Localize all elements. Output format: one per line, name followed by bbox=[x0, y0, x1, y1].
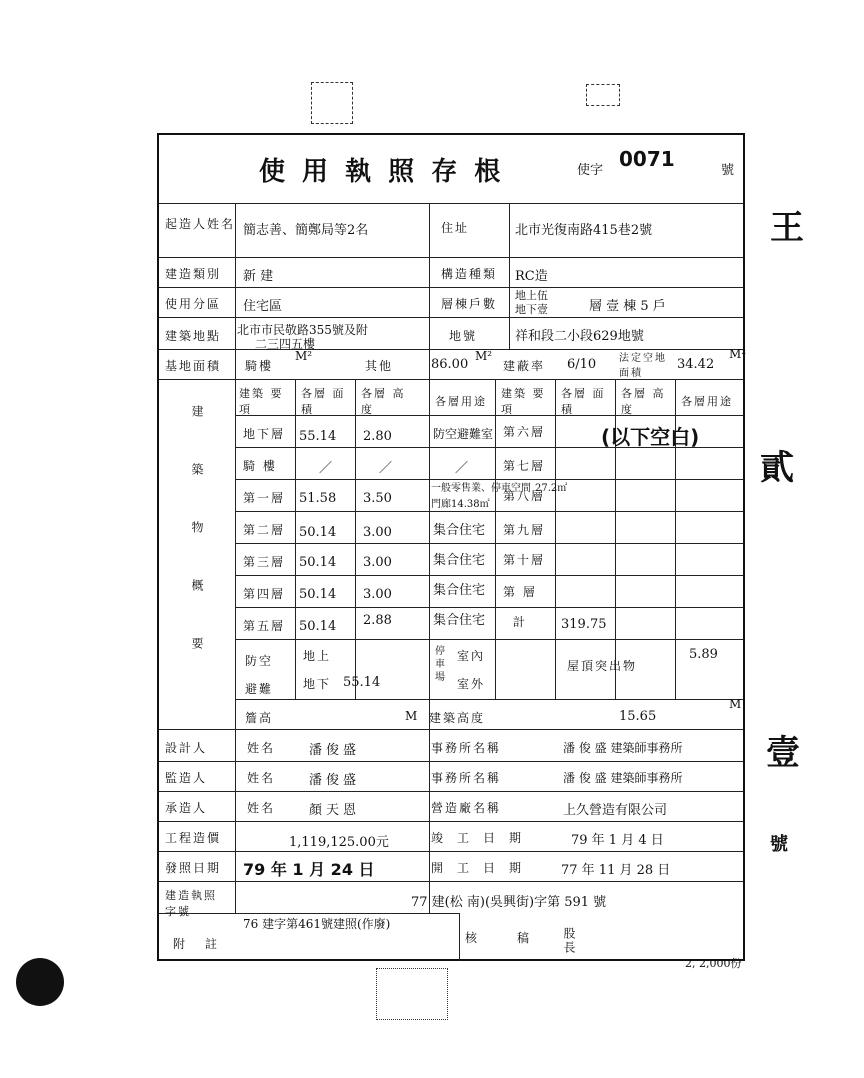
permit-label: 建造執照字號 bbox=[165, 889, 217, 918]
approval-col-3: 股長 bbox=[562, 927, 576, 955]
roof-value: 5.89 bbox=[689, 647, 718, 662]
structure-label: 構造種類 bbox=[441, 267, 498, 281]
contractor-name: 顏天恩 bbox=[309, 803, 361, 818]
owner-value: 簡志善、簡鄭局等2名 bbox=[243, 223, 369, 238]
floor-row-6-use: 集合住宅 bbox=[433, 613, 486, 628]
other-label: 其他 bbox=[365, 359, 394, 373]
shelter-above: 地上 bbox=[303, 649, 332, 663]
floor-right-0: 第六層 bbox=[503, 425, 546, 439]
designer-label: 設計人 bbox=[165, 741, 208, 755]
permit-form bbox=[157, 133, 747, 970]
contractor-label: 承造人 bbox=[165, 801, 208, 815]
supervisor-name-label: 姓名 bbox=[247, 771, 276, 785]
coverage-label: 建蔽率 bbox=[503, 359, 546, 373]
contractor-company-label: 營造廠名稱 bbox=[431, 801, 502, 815]
designer-office: 潘 俊 盛 建築師事務所 bbox=[563, 741, 683, 755]
floors-below: 地下壹 bbox=[515, 303, 548, 316]
address-value-2: 二三四五樓 bbox=[255, 337, 316, 351]
remark-value: 76 建字第461號建照(作廢) bbox=[243, 917, 391, 931]
approval-col-1: 核 bbox=[465, 931, 480, 945]
header-area-right: 各層 面積 bbox=[561, 387, 606, 416]
floor-row-3-height: 3.00 bbox=[363, 525, 392, 540]
shelter-below: 地下 bbox=[303, 677, 332, 691]
permit-suffix: 號 bbox=[721, 163, 735, 178]
eave-label: 簷高 bbox=[245, 711, 274, 725]
floor-row-3-name: 第二層 bbox=[243, 523, 286, 537]
floor-row-5-area: 50.14 bbox=[299, 587, 337, 602]
start-value: 77 年 11 月 28 日 bbox=[561, 863, 671, 878]
floor-right-5: 第 層 bbox=[503, 585, 537, 599]
floor-row-0-height: 2.80 bbox=[363, 429, 392, 444]
roof-label: 屋頂突出物 bbox=[567, 659, 638, 673]
bottom-stamp-1 bbox=[376, 968, 448, 1020]
arcade-label: 騎樓 bbox=[245, 359, 274, 373]
supervisor-office-label: 事務所名稱 bbox=[431, 771, 502, 785]
parking-outdoor: 室外 bbox=[457, 677, 486, 691]
supervisor-name: 潘俊盛 bbox=[309, 773, 361, 788]
lot-label: 地號 bbox=[449, 329, 478, 343]
building-type-label: 建造類別 bbox=[165, 267, 222, 281]
floor-row-1-use: ／ bbox=[455, 461, 469, 476]
site-label: 基地面積 bbox=[165, 359, 222, 373]
cost-label: 工程造價 bbox=[165, 831, 222, 845]
building-height-value: 15.65 bbox=[619, 709, 657, 724]
unit-m2-1: M² bbox=[295, 349, 313, 363]
header-use-right: 各層用途 bbox=[681, 395, 733, 408]
designer-name: 潘俊盛 bbox=[309, 743, 361, 758]
floor-row-0-area: 55.14 bbox=[299, 429, 337, 444]
floor-row-4-height: 3.00 bbox=[363, 555, 392, 570]
top-left-stamp bbox=[311, 82, 353, 124]
floor-row-1-area: ／ bbox=[319, 461, 333, 476]
coverage-value: 6/10 bbox=[567, 357, 597, 372]
floor-row-2-height: 3.50 bbox=[363, 491, 392, 506]
floor-row-2-name: 第一層 bbox=[243, 491, 286, 505]
total-area: 319.75 bbox=[561, 617, 607, 632]
floors-above: 地上伍 bbox=[515, 289, 548, 302]
finish-label: 竣工日期 bbox=[431, 831, 536, 845]
floor-row-5-name: 第四層 bbox=[243, 587, 286, 601]
floor-row-4-use: 集合住宅 bbox=[433, 553, 486, 568]
ink-blot bbox=[16, 958, 64, 1006]
lot-value: 祥和段二小段629地號 bbox=[515, 329, 644, 344]
floor-right-2: 第八層 bbox=[503, 489, 546, 503]
floor-row-2-use: 一般零售業、停車空間 bbox=[431, 483, 531, 494]
other-value: 86.00 bbox=[431, 357, 469, 372]
owner-address-label: 住址 bbox=[441, 221, 470, 235]
designer-name-label: 姓名 bbox=[247, 741, 276, 755]
floors-label: 層棟戶數 bbox=[441, 297, 498, 311]
permit-value: 77 建(松 南)(吳興街)字第 591 號 bbox=[411, 895, 607, 910]
finish-value: 79 年 1 月 4 日 bbox=[571, 833, 664, 848]
cost-value: 1,119,125.00元 bbox=[289, 835, 389, 850]
form-title: 使 用 執 照 存 根 bbox=[259, 157, 505, 187]
header-area: 各層 面積 bbox=[301, 387, 346, 416]
floor-right-6: 計 bbox=[513, 615, 528, 629]
floor-row-5-use: 集合住宅 bbox=[433, 583, 486, 598]
top-right-stamp bbox=[586, 84, 620, 106]
floor-row-5-height: 3.00 bbox=[363, 587, 392, 602]
contractor-name-label: 姓名 bbox=[247, 801, 276, 815]
structure-value: RC造 bbox=[515, 269, 548, 284]
floor-row-6-height: 2.88 bbox=[363, 613, 392, 628]
unit-m-eave: M bbox=[405, 709, 418, 723]
contractor-company: 上久營造有限公司 bbox=[563, 803, 668, 818]
header-height: 各層 高度 bbox=[361, 387, 406, 416]
designer-office-label: 事務所名稱 bbox=[431, 741, 502, 755]
building-type-value: 新 建 bbox=[243, 269, 274, 284]
header-height-right: 各層 高度 bbox=[621, 387, 666, 416]
floor-right-4: 第十層 bbox=[503, 553, 546, 567]
parking-label: 停車場 bbox=[435, 646, 447, 683]
floor-right-1: 第七層 bbox=[503, 459, 546, 473]
supervisor-label: 監造人 bbox=[165, 771, 208, 785]
legal-open-label: 法定空地面積 bbox=[619, 353, 667, 379]
side-mark-3: 壹 bbox=[766, 733, 800, 773]
floor-row-6-area: 50.14 bbox=[299, 619, 337, 634]
unit-m2-2: M² bbox=[475, 349, 493, 363]
shelter-below-value: 55.14 bbox=[343, 675, 381, 690]
zone-value: 住宅區 bbox=[243, 299, 283, 314]
header-use: 各層用途 bbox=[435, 395, 487, 408]
floor-right-3: 第九層 bbox=[503, 523, 546, 537]
header-item: 建築 要項 bbox=[239, 387, 284, 416]
unit-m2-3: M² bbox=[729, 347, 747, 361]
floor-row-2-area: 51.58 bbox=[299, 491, 337, 506]
side-mark-1: 王 bbox=[770, 208, 804, 248]
address-value-1: 北市市民敬路355號及附 bbox=[237, 323, 368, 337]
permit-prefix: 使字 bbox=[577, 163, 604, 178]
approval-note: 2, 2,000份 bbox=[685, 957, 742, 970]
floor-row-0-use: 防空避難室 bbox=[433, 427, 494, 441]
floor-row-4-name: 第三層 bbox=[243, 555, 286, 569]
address-label: 建築地點 bbox=[165, 329, 222, 343]
floor-row-1-height: ／ bbox=[379, 461, 393, 476]
approval-col-2: 稿 bbox=[517, 931, 532, 945]
permit-number: 0071 bbox=[619, 147, 675, 171]
hall-note: 門廊14.38㎡ bbox=[431, 499, 490, 510]
issue-label: 發照日期 bbox=[165, 861, 222, 875]
sub-note: 27.2㎡ bbox=[535, 483, 568, 494]
side-mark-4: 號 bbox=[770, 834, 788, 855]
building-category-label: 建築物概要 bbox=[190, 405, 204, 695]
floor-row-1-name: 騎 樓 bbox=[243, 459, 277, 473]
floor-row-6-name: 第五層 bbox=[243, 619, 286, 633]
floor-row-4-area: 50.14 bbox=[299, 555, 337, 570]
remark-label: 附註 bbox=[173, 937, 238, 951]
side-mark-2: 貳 bbox=[760, 448, 794, 488]
blank-note: (以下空白) bbox=[601, 425, 700, 449]
start-label: 開工日期 bbox=[431, 861, 536, 875]
parking-indoor: 室內 bbox=[457, 649, 486, 663]
legal-open-value: 34.42 bbox=[677, 357, 715, 372]
owner-address-value: 北市光復南路415巷2號 bbox=[515, 223, 653, 238]
header-item-right: 建築 要項 bbox=[501, 387, 546, 416]
unit-m-height: M bbox=[729, 697, 742, 711]
floors-value: 層 壹 棟 5 戶 bbox=[589, 299, 666, 314]
shelter-label: 防空避難 bbox=[245, 654, 274, 696]
floor-row-3-area: 50.14 bbox=[299, 525, 337, 540]
supervisor-office: 潘 俊 盛 建築師事務所 bbox=[563, 771, 683, 785]
issue-value: 79 年 1 月 24 日 bbox=[243, 860, 375, 879]
zone-label: 使用分區 bbox=[165, 297, 222, 311]
floor-row-3-use: 集合住宅 bbox=[433, 523, 486, 538]
floor-row-0-name: 地下層 bbox=[243, 427, 286, 441]
building-height-label: 建築高度 bbox=[429, 711, 486, 725]
owner-label: 起造人姓名 bbox=[165, 217, 236, 231]
